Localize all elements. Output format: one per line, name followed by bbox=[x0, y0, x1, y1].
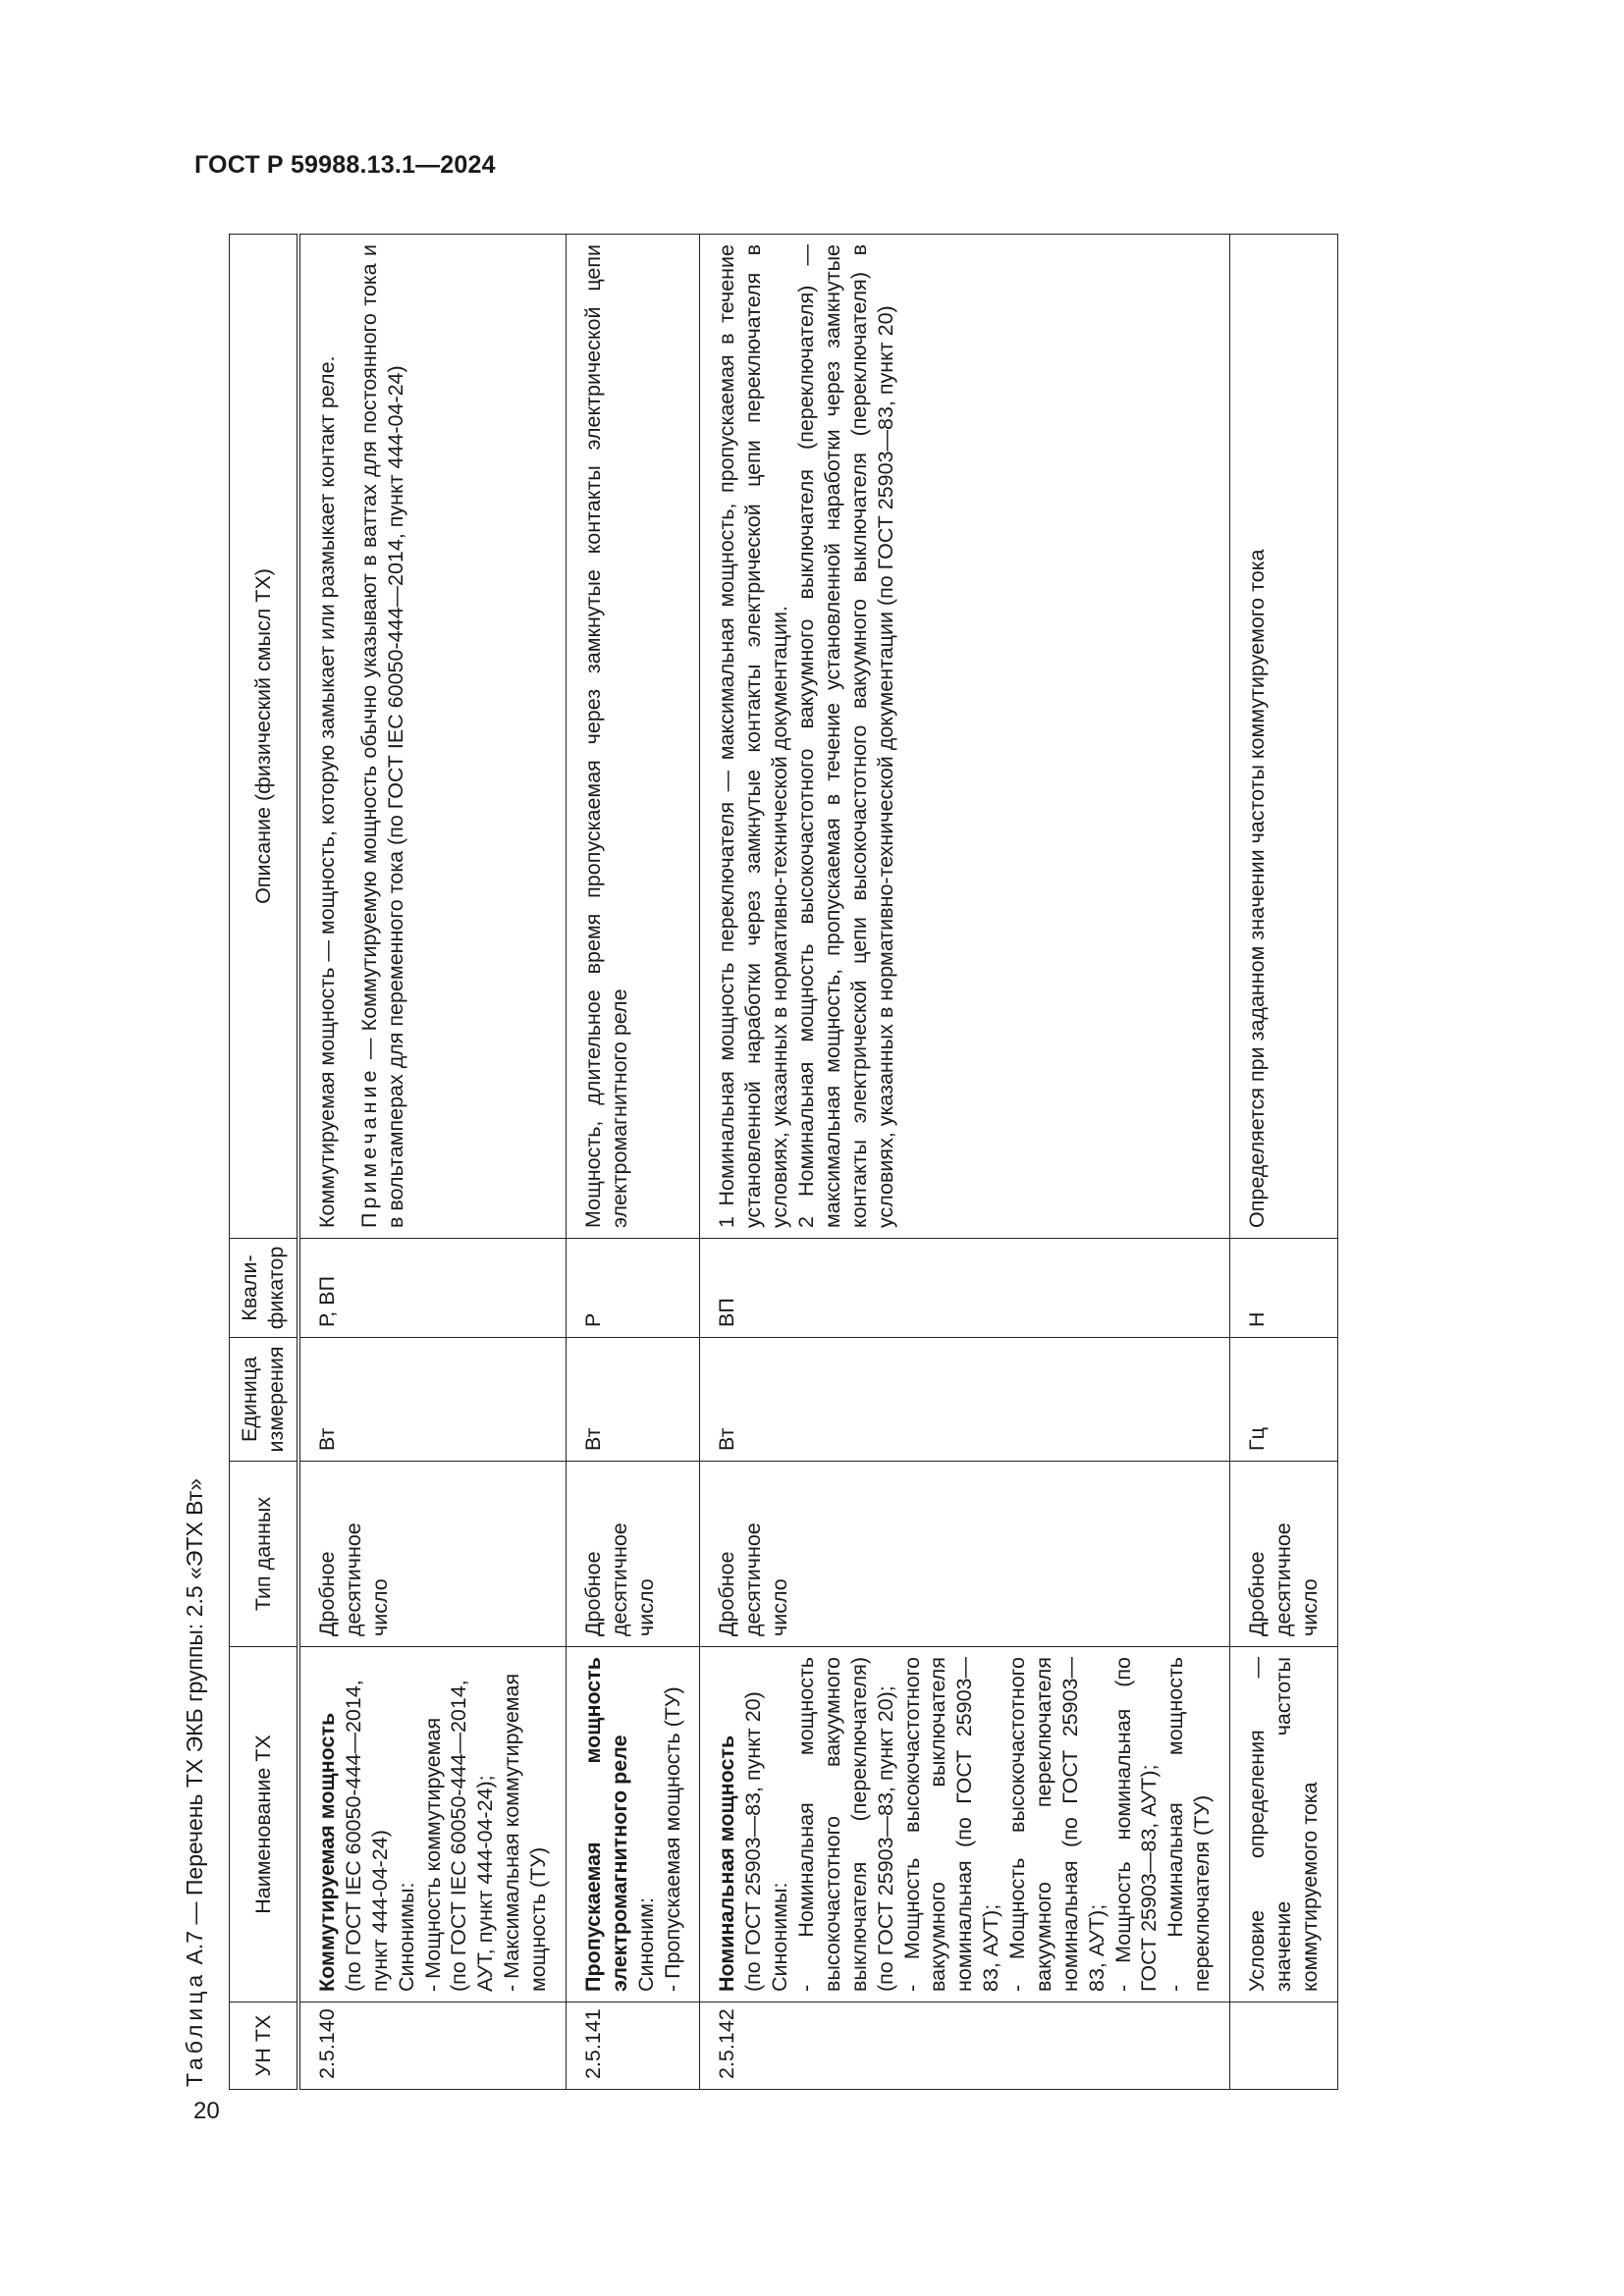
name-line: (по ГОСТ IEC 60050-444—2014, bbox=[447, 1680, 471, 1992]
name-line: - Максимальная коммутируемая bbox=[500, 1673, 524, 1992]
col-header-name: Наименование ТХ bbox=[230, 1647, 299, 2002]
rotated-table-area bbox=[182, 235, 1360, 2090]
table-row-condition bbox=[1230, 235, 1338, 2090]
name-line: - Пропускаемая мощность (ТУ) bbox=[660, 1686, 684, 1992]
col-header-unit: Единица измерения bbox=[230, 1338, 299, 1462]
cell-unit: Вт bbox=[298, 1338, 566, 1462]
name-line: мощность (ТУ) bbox=[526, 1846, 550, 1992]
cell-datatype: Дробное десятичное число bbox=[1230, 1462, 1338, 1647]
table-row bbox=[566, 235, 700, 2090]
col-header-description: Описание (физический смысл ТХ) bbox=[230, 235, 299, 1239]
col-header-code: УН ТХ bbox=[230, 2002, 299, 2090]
cell-datatype: Дробное десятичное число bbox=[298, 1462, 566, 1647]
cell-code: 2.5.140 bbox=[298, 2002, 566, 2090]
cell-unit: Гц bbox=[1230, 1338, 1338, 1462]
cell-qualifier: Р, ВП bbox=[298, 1239, 566, 1338]
name-line: (по ГОСТ 25903—83, пункт 20) bbox=[741, 1691, 766, 1992]
cell-qualifier: Р bbox=[566, 1239, 700, 1338]
table-caption-text: А.7 — Перечень ТХ ЭКБ группы: 2.5 «ЭТХ Вт» bbox=[182, 1477, 207, 1971]
cell-qualifier: Н bbox=[1230, 1239, 1338, 1338]
cell-datatype: Дробное десятичное число bbox=[700, 1462, 1230, 1647]
col-header-datatype: Тип данных bbox=[230, 1462, 299, 1647]
cell-unit: Вт bbox=[566, 1338, 700, 1462]
name-line: пункт 444-04-24) bbox=[367, 1830, 392, 1992]
table-caption-label: Таблица bbox=[182, 1970, 207, 2087]
cell-unit: Вт bbox=[700, 1338, 1230, 1462]
name-line: АУТ, пункт 444-04-24); bbox=[473, 1775, 498, 1992]
name-line: - Номинальная мощность переключателя (ТУ) bbox=[1164, 1657, 1215, 1992]
name-line: Синоним: bbox=[633, 1896, 658, 1992]
cell-code: 2.5.141 bbox=[566, 2002, 700, 2090]
cell-name bbox=[700, 1647, 1230, 2002]
name-line: Синонимы: bbox=[394, 1882, 418, 1992]
document-header: ГОСТ Р 59988.13.1—2024 bbox=[194, 151, 496, 179]
col-header-qualifier: Квали-фикатор bbox=[230, 1239, 299, 1338]
table-row bbox=[298, 235, 566, 2090]
cell-name: Условие определения — значение частоты коммутируемого тока bbox=[1230, 1647, 1338, 2002]
cell-description bbox=[298, 235, 566, 1239]
cell-datatype: Дробное десятичное число bbox=[566, 1462, 700, 1647]
table-row bbox=[700, 235, 1230, 2090]
cell-name bbox=[298, 1647, 566, 2002]
description-item: 2 Номинальная мощность высокочастотного вакуумного выключателя (переключателя) — максимальная мощность, пропускаемая в течение установленной наработки через замкнутые контакты электрической цепи высокочастотного вакуумного выключателя (переключателя) в условиях, указанных в нормативно-технической документации (по ГОСТ 25903—83, пункт 20) bbox=[794, 244, 897, 1228]
cell-description: Определяется при заданном значении частоты коммутируемого тока bbox=[1230, 235, 1338, 1239]
name-title: Пропускаемая мощность электромагнитного реле bbox=[580, 1657, 631, 1992]
name-title: Коммутируемая мощность bbox=[315, 1712, 339, 1992]
note-label: Примечание bbox=[356, 1066, 381, 1228]
table-caption bbox=[182, 1478, 208, 2087]
name-line: - Мощность высокочастотного вакуумного переключателя номинальная (по ГОСТ 25903—83, АУТ); bbox=[1005, 1657, 1109, 1992]
name-title: Номинальная мощность bbox=[715, 1735, 739, 1992]
cell-code bbox=[1230, 2002, 1338, 2090]
cell-description bbox=[700, 235, 1230, 1239]
name-line: (по ГОСТ IEC 60050-444—2014, bbox=[341, 1680, 365, 1992]
note-text: — Коммутируемую мощность обычно указывают в ваттах для постоянного тока и в вольтамперах для переменного тока (по ГОСТ IEC 60050-444—2014, пункт 444-04-24) bbox=[356, 244, 407, 1228]
table-header-row bbox=[230, 235, 299, 2090]
cell-code: 2.5.142 bbox=[700, 2002, 1230, 2090]
page-number: 20 bbox=[193, 2098, 220, 2124]
characteristics-table bbox=[229, 234, 1338, 2090]
cell-qualifier: ВП bbox=[700, 1239, 1230, 1338]
cell-description: Мощность, длительное время пропускаемая через замкнутые контакты электрической цепи электромагнитного реле bbox=[566, 235, 700, 1239]
name-line: - Мощность коммутируемая bbox=[420, 1717, 445, 1992]
name-line: - Мощность высокочастотного вакуумного выключателя номинальная (по ГОСТ 25903—83, АУТ); bbox=[899, 1657, 1003, 1992]
description-text: Коммутируемая мощность — мощность, которую замыкает или размыкает контакт реле. bbox=[315, 355, 339, 1228]
name-line: - Номинальная мощность высокочастотного вакуумного выключателя (переключателя) (по ГОСТ 25903—83, пункт 20); bbox=[794, 1657, 897, 1992]
name-line: Синонимы: bbox=[768, 1882, 792, 1992]
description-item: 1 Номинальная мощность переключателя — максимальная мощность, пропускаемая в течение установленной наработки через замкнутые контакты электрической цепи переключателя в условиях, указанных в нормативно-технической документации. bbox=[715, 244, 792, 1228]
cell-name bbox=[566, 1647, 700, 2002]
name-line: - Мощность номинальная (по ГОСТ 25903—83, АУТ); bbox=[1110, 1657, 1162, 1992]
